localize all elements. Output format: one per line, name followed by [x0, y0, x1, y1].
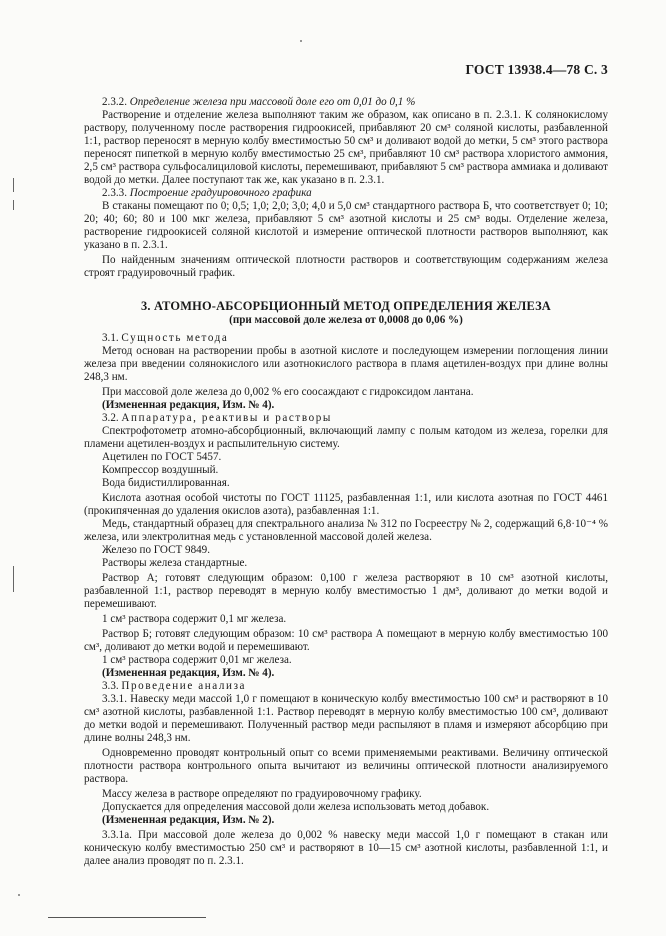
paragraph: Раствор А; готовят следующим образом: 0,100 г железа растворяют в 10 см³ азотной кислоты, разбавленной 1:1, раствор переводят в мерную колбу вместимостью 1 дм³, доливают до метки водой и перемешивают. — [84, 572, 608, 610]
scan-dot — [18, 894, 20, 896]
paragraph: Медь, стандартный образец для спектрального анализа № 312 по Госреестру № 2, содержащий 6,8·10⁻⁴ % железа, или электролитная медь с установленной массовой долей железа. — [84, 518, 608, 543]
scan-margin-mark — [13, 200, 14, 210]
subsection-heading: 3.3. Проведение анализа — [102, 680, 247, 692]
paragraph: 3.3.1а. При массовой доле железа до 0,002 % навеску меди массой 1,0 г помещают в стакан или коническую колбу вместимостью 250 см³ и растворяют в 10—15 см³ азотной кислоты, разбавленной 1:1, и далее анализ проводят по п. 2.3.1. — [84, 829, 608, 867]
paragraph: 1 см³ раствора содержит 0,1 мг железа. — [102, 613, 287, 625]
scan-margin-mark — [13, 566, 14, 592]
paragraph: Спектрофотометр атомно-абсорбционный, включающий лампу с полым катодом из железа, горелки для пламени ацетилен-воздух и распылительную систему. — [84, 425, 608, 450]
paragraph: В стаканы помещают по 0; 0,5; 1,0; 2,0; 3,0; 4,0 и 5,0 см³ стандартного раствора Б, что соответствует 0; 10; 20; 40; 60; 80 и 100 мкг железа, прибавляют 5 см³ азотной кислоты и 25 см³ воды. Отделение железа, растворение гидроокисей соляной кислотой и измерение оптической плотности растворов выполняют, как указано в п. 2.3.1. — [84, 200, 608, 251]
subsection-heading: 2.3.2. Определение железа при массовой доле его от 0,01 до 0,1 % — [102, 96, 416, 108]
revision-note: (Измененная редакция, Изм. № 2). — [102, 814, 275, 826]
scan-dot — [300, 40, 302, 42]
paragraph: Кислота азотная особой чистоты по ГОСТ 11125, разбавленная 1:1, или кислота азотная по ГОСТ 4461 (прокипяченная до удаления окислов азота), разбавленная 1:1. — [84, 492, 608, 517]
footer-rule — [48, 917, 206, 918]
paragraph: При массовой доле железа до 0,002 % его соосаждают с гидроксидом лантана. — [102, 386, 474, 398]
paragraph: Одновременно проводят контрольный опыт со всеми применяемыми реактивами. Величину оптической плотности раствора контрольного опыта вычитают из величины оптической плотности анализируемого раствора. — [84, 747, 608, 785]
section-subtitle: (при массовой доле железа от 0,0008 до 0,06 %) — [229, 314, 463, 326]
paragraph: Допускается для определения массовой доли железа использовать метод добавок. — [102, 801, 490, 813]
paragraph: Метод основан на растворении пробы в азотной кислоте и последующем измерении поглощения линии железа при введении солянокислого или азотнокислого раствора в пламя ацетилен-воздух при длине волны 248,3 нм. — [84, 345, 608, 383]
paragraph: Растворение и отделение железа выполняют таким же образом, как описано в п. 2.3.1. К солянокислому раствору, полученному после растворения гидроокисей, прибавляют 20 см³ соляной кислоты, разбавленной 1:1, раствор переносят в мерную колбу вместимостью 50 см³ и доливают водой до метки, 5 см³ этого раствора переносят пипеткой в мерную колбу вместимостью 25 см³, прибавляют 10 см³ раствора хлористого аммония, 2,5 см³ раствора сульфосалициловой кислоты, перемешивают, прибавляют 5 см³ раствора аммиака и доливают водой до метки. Далее поступают так же, как указано в п. 2.3.1. — [84, 109, 608, 186]
subsection-heading: 3.2. Аппаратура, реактивы и растворы — [102, 412, 332, 424]
section-title: 3. АТОМНО-АБСОРБЦИОННЫЙ МЕТОД ОПРЕДЕЛЕНИЯ ЖЕЛЕЗА — [141, 299, 551, 313]
scan-margin-mark — [13, 178, 14, 192]
paragraph: Ацетилен по ГОСТ 5457. — [102, 451, 222, 463]
revision-note: (Измененная редакция, Изм. № 4). — [102, 399, 275, 411]
paragraph: Компрессор воздушный. — [102, 464, 219, 476]
document-body — [84, 96, 608, 868]
subsection-heading: 3.1. Сущность метода — [102, 332, 229, 344]
page-header: ГОСТ 13938.4—78 С. 3 — [465, 62, 608, 77]
paragraph: Раствор Б; готовят следующим образом: 10 см³ раствора А помещают в мерную колбу вместимостью 100 см³, доливают до метки водой и перемешивают. — [84, 628, 608, 653]
paragraph: Вода бидистиллированная. — [102, 477, 230, 489]
paragraph: По найденным значениям оптической плотности растворов и соответствующим содержаниям железа строят градуировочный график. — [84, 254, 608, 279]
paragraph: Массу железа в растворе определяют по градуировочному графику. — [102, 788, 422, 800]
subsection-heading: 2.3.3. Построение градуировочного графика — [102, 187, 312, 199]
paragraph: Железо по ГОСТ 9849. — [102, 544, 210, 556]
revision-note: (Измененная редакция, Изм. № 4). — [102, 667, 275, 679]
paragraph: 3.3.1. Навеску меди массой 1,0 г помещают в коническую колбу вместимостью 100 см³ и растворяют в 10 см³ азотной кислоты, разбавленной 1:1. Раствор переводят в мерную колбу вместимостью 100 см³, доливают до метки водой и перемешивают. Полученный раствор меди распыляют в пламя и измеряют абсорбцию при длине волны 248,3 нм. — [84, 693, 608, 744]
paragraph: 1 см³ раствора содержит 0,01 мг железа. — [102, 654, 292, 666]
paragraph: Растворы железа стандартные. — [102, 557, 248, 569]
